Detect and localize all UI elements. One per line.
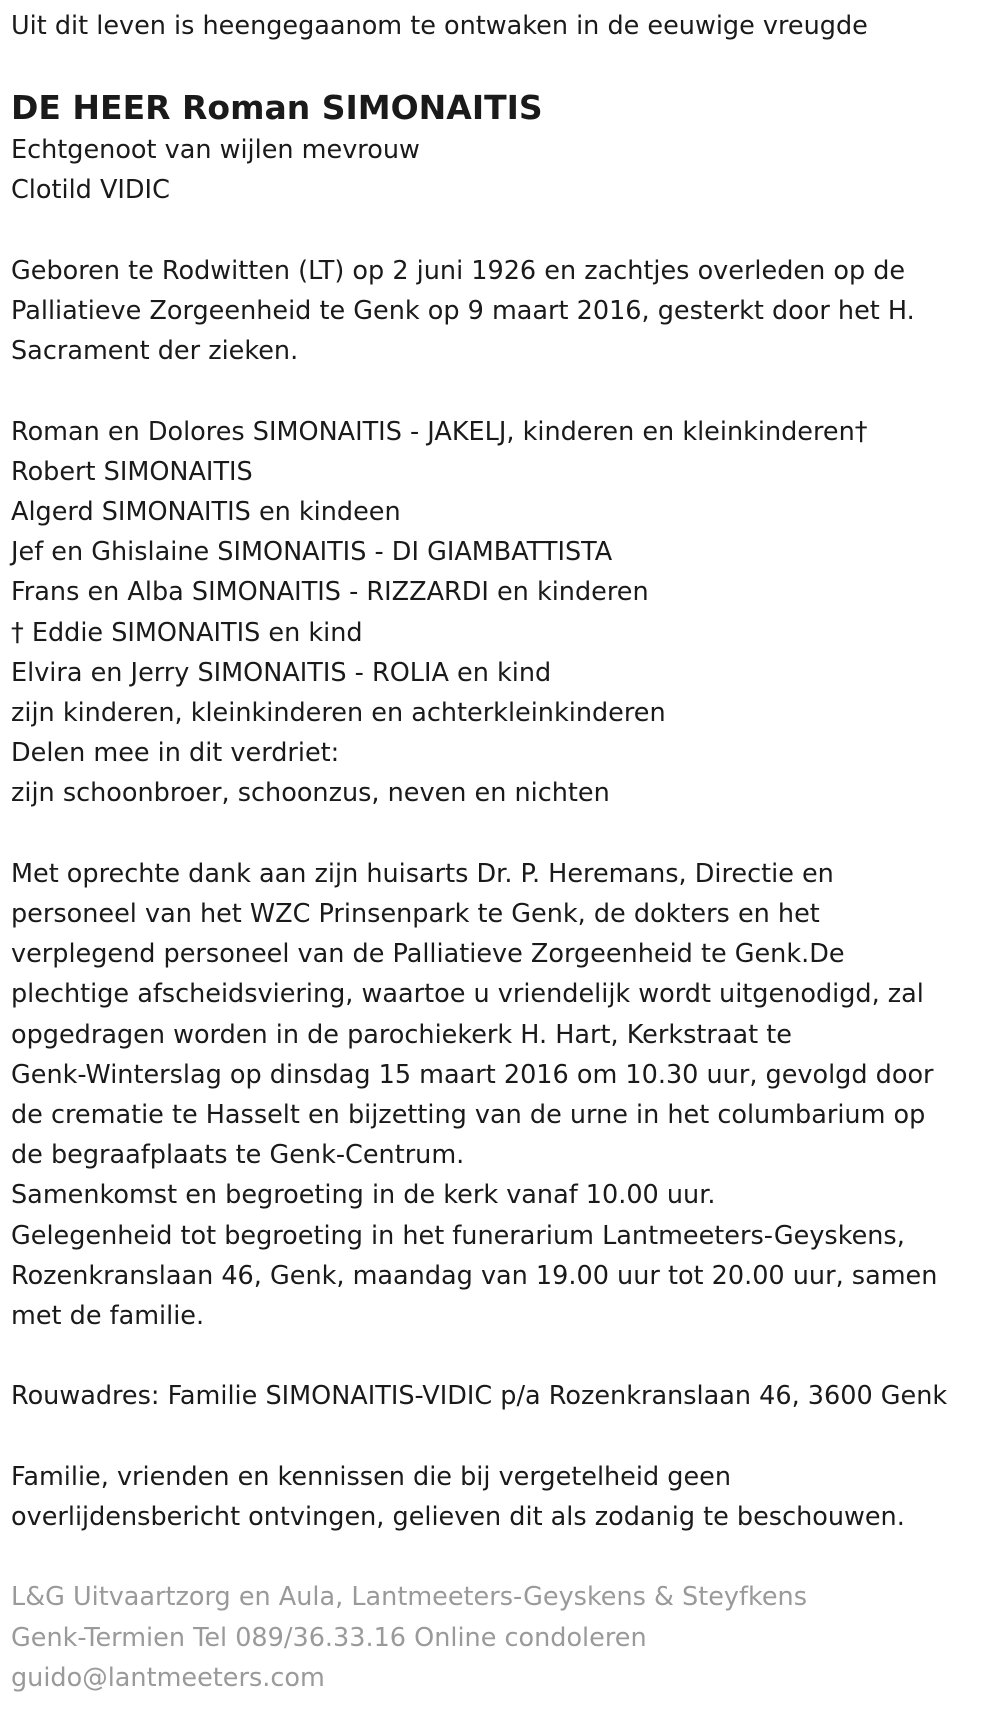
family-line: Frans en Alba SIMONAITIS - RIZZARDI en kinderen bbox=[11, 577, 649, 608]
deceased-name: DE HEER Roman SIMONAITIS bbox=[11, 88, 543, 128]
ceremony-line: Genk-Winterslag op dinsdag 15 maart 2016 om 10.30 uur, gevolgd door bbox=[11, 1059, 934, 1090]
ceremony-line: Gelegenheid tot begroeting in het funerarium Lantmeeters-Geyskens, bbox=[11, 1220, 905, 1251]
ceremony-line: de begraafplaats te Genk-Centrum. bbox=[11, 1140, 465, 1171]
family-line: Roman en Dolores SIMONAITIS - JAKELJ, kinderen en kleinkinderen† bbox=[11, 416, 868, 447]
footer-line: Genk-Termien Tel 089/36.33.16 Online condoleren bbox=[11, 1622, 647, 1653]
spouse-line: Clotild VIDIC bbox=[11, 175, 170, 206]
family-line: zijn schoonbroer, schoonzus, neven en nichten bbox=[11, 778, 610, 809]
family-section bbox=[11, 412, 990, 814]
family-line: Jef en Ghislaine SIMONAITIS - DI GIAMBATTISTA bbox=[11, 537, 613, 568]
family-line: Algerd SIMONAITIS en kindeen bbox=[11, 497, 401, 527]
footer-line: L&G Uitvaartzorg en Aula, Lantmeeters-Geyskens & Steyfkens bbox=[11, 1582, 807, 1613]
family-line: zijn kinderen, kleinkinderen en achterkleinkinderen bbox=[11, 698, 666, 729]
spacer bbox=[11, 814, 990, 854]
family-line: Elvira en Jerry SIMONAITIS - ROLIA en kind bbox=[11, 657, 552, 688]
ceremony-line: Rozenkranslaan 46, Genk, maandag van 19.00 uur tot 20.00 uur, samen bbox=[11, 1260, 938, 1291]
spacer bbox=[11, 1537, 990, 1577]
spacer bbox=[11, 211, 990, 251]
notice-line: overlijdensbericht ontvingen, gelieven dit als zodanig te beschouwen. bbox=[11, 1502, 905, 1533]
spouse-line: Echtgenoot van wijlen mevrouw bbox=[11, 135, 420, 166]
mourning-address: Rouwadres: Familie SIMONAITIS-VIDIC p/a Rozenkranslaan 46, 3600 Genk bbox=[11, 1381, 948, 1412]
notice-line: Familie, vrienden en kennissen die bij vergetelheid geen bbox=[11, 1461, 731, 1492]
ceremony-line: plechtige afscheidsviering, waartoe u vriendelijk wordt uitgenodigd, zal bbox=[11, 979, 924, 1010]
ceremony-line: Met oprechte dank aan zijn huisarts Dr. P. Heremans, Directie en bbox=[11, 858, 834, 889]
birth-death-section bbox=[11, 251, 990, 372]
ceremony-line: Samenkomst en begroeting in de kerk vanaf 10.00 uur. bbox=[11, 1180, 716, 1211]
thanks-ceremony-section bbox=[11, 854, 990, 1336]
birth-death-line: Geboren te Rodwitten (LT) op 2 juni 1926 en zachtjes overleden op de bbox=[11, 255, 906, 286]
birth-death-line: Sacrament der zieken. bbox=[11, 336, 299, 367]
family-line: Robert SIMONAITIS bbox=[11, 456, 253, 487]
ceremony-line: verplegend personeel van de Palliatieve Zorgeenheid te Genk.De bbox=[11, 939, 845, 970]
ceremony-line: met de familie. bbox=[11, 1301, 205, 1332]
birth-death-line: Palliatieve Zorgeenheid te Genk op 9 maart 2016, gesterkt door het H. bbox=[11, 296, 915, 326]
notice-section bbox=[11, 1457, 990, 1537]
family-line: Delen mee in dit verdriet: bbox=[11, 738, 340, 769]
spacer bbox=[11, 1417, 990, 1457]
spouse-section bbox=[11, 130, 990, 210]
spacer bbox=[11, 371, 990, 411]
family-line: † Eddie SIMONAITIS en kind bbox=[11, 617, 363, 648]
ceremony-line: de crematie te Hasselt en bijzetting van de urne in het columbarium op bbox=[11, 1100, 926, 1131]
footer-email: guido@lantmeeters.com bbox=[11, 1662, 325, 1693]
intro-text: Uit dit leven is heengegaanom te ontwaken in de eeuwige vreugde bbox=[11, 11, 868, 41]
funeral-home-footer bbox=[11, 1577, 990, 1698]
spacer bbox=[11, 1336, 990, 1376]
ceremony-line: opgedragen worden in de parochiekerk H. Hart, Kerkstraat te bbox=[11, 1019, 792, 1050]
ceremony-line: personeel van het WZC Prinsenpark te Genk, de dokters en het bbox=[11, 899, 820, 930]
